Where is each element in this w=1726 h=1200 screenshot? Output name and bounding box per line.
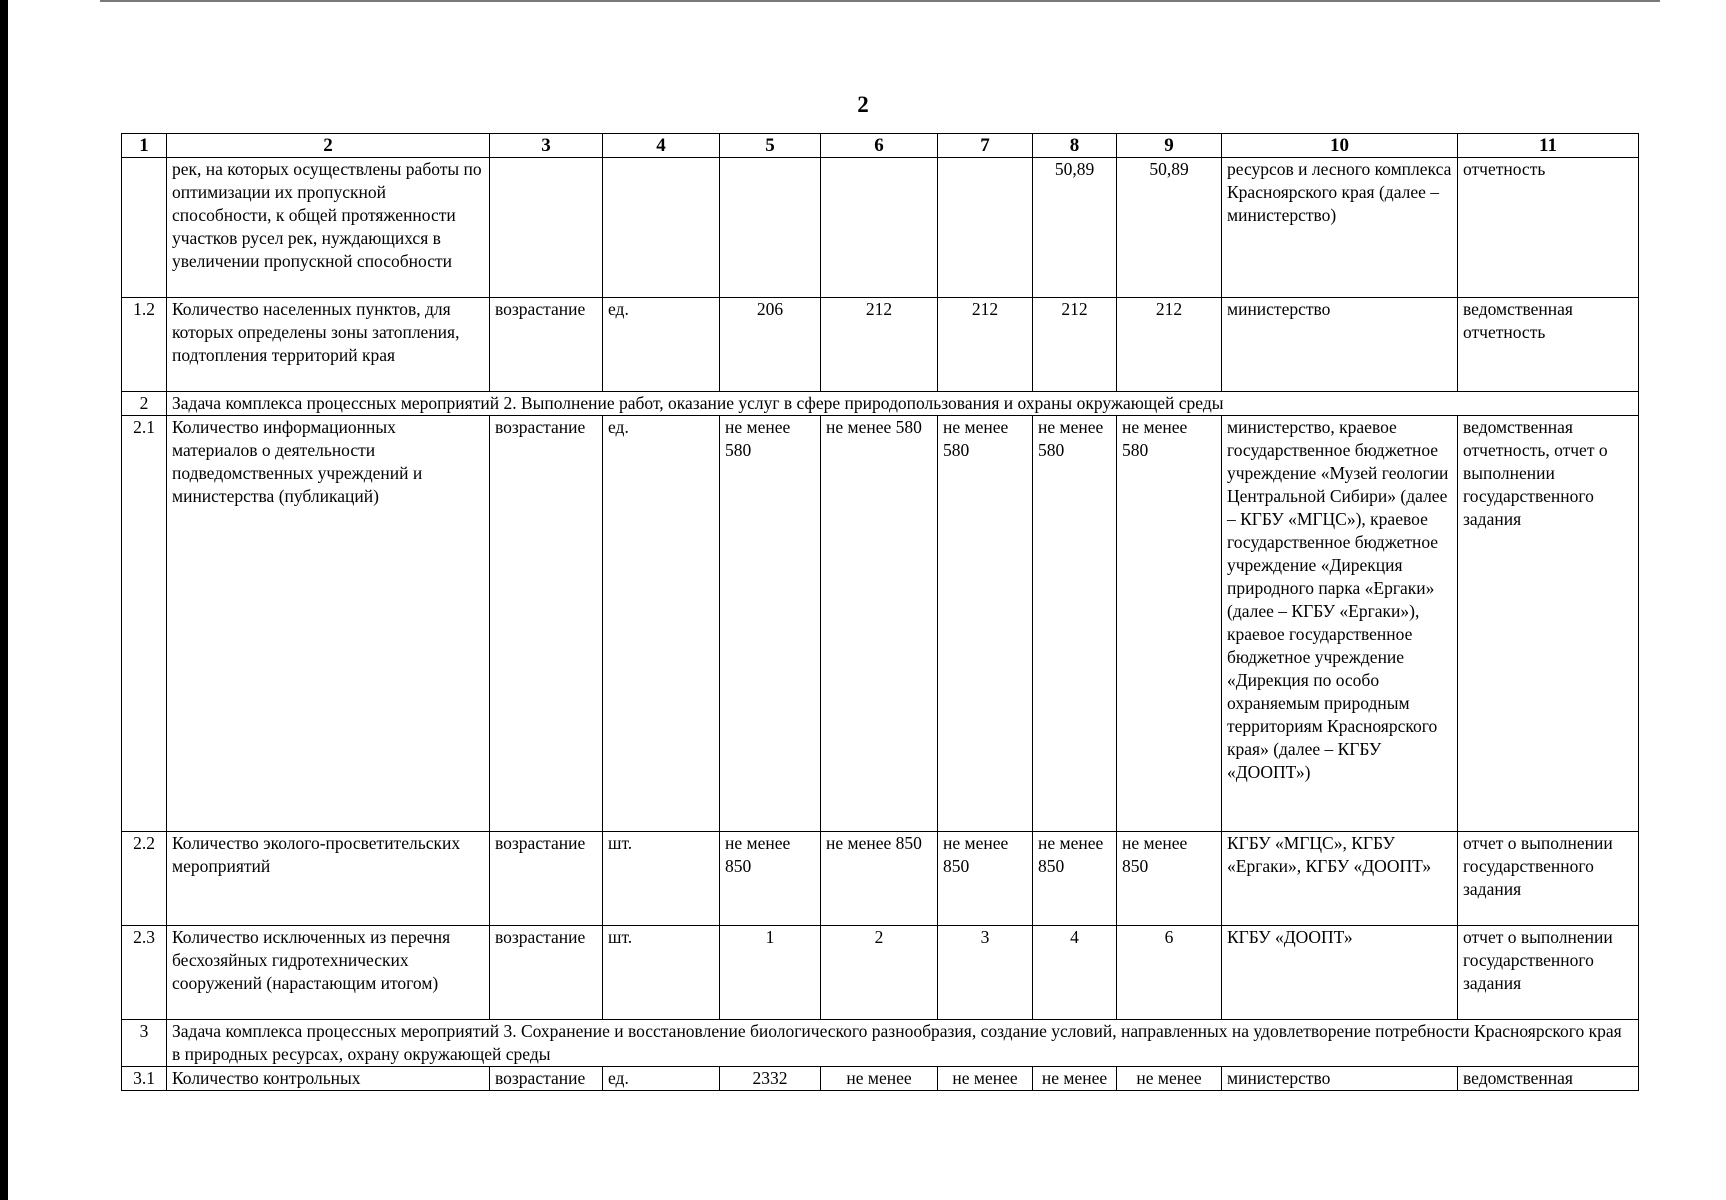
table-row <box>122 832 1639 926</box>
row-number <box>122 158 167 298</box>
value-col9: 50,89 <box>1117 158 1222 298</box>
data-source: ведомственная отчетность, отчет о выполнении государственного задания <box>1458 416 1639 832</box>
value-col5 <box>720 158 821 298</box>
indicator-unit: ед. <box>603 1067 720 1091</box>
value-col7: не менее <box>938 1067 1033 1091</box>
value-col6 <box>821 158 938 298</box>
header-cell: 1 <box>122 134 167 158</box>
indicator-name: рек, на которых осуществлены работы по оптимизации их пропускной способности, к общей протяженности участков русел рек, нуждающихся в увеличении пропускной способности <box>167 158 490 298</box>
header-cell: 6 <box>821 134 938 158</box>
header-cell: 10 <box>1222 134 1458 158</box>
indicator-name: Количество эколого-просветительских мероприятий <box>167 832 490 926</box>
value-col9: 6 <box>1117 926 1222 1020</box>
task-description: Задача комплекса процессных мероприятий 3. Сохранение и восстановление биологического разнообразия, создание условий, направленных на удовлетворение потребности Красноярского края в природных ресурсах, охрану окружающей среды <box>167 1020 1639 1067</box>
table-row <box>122 416 1639 832</box>
value-col9: не менее 850 <box>1117 832 1222 926</box>
indicator-unit: шт. <box>603 832 720 926</box>
value-col7: не менее 850 <box>938 832 1033 926</box>
task-row <box>122 1020 1639 1067</box>
value-col7: 3 <box>938 926 1033 1020</box>
value-col7 <box>938 158 1033 298</box>
value-col8: не менее 580 <box>1033 416 1117 832</box>
executor: министерство <box>1222 298 1458 392</box>
page-number: 2 <box>857 92 869 117</box>
row-number: 2 <box>122 392 167 416</box>
value-col6: не менее <box>821 1067 938 1091</box>
indicators-table <box>121 133 1639 1091</box>
value-col7: 212 <box>938 298 1033 392</box>
indicator-name: Количество контрольных <box>167 1067 490 1091</box>
executor: министерство <box>1222 1067 1458 1091</box>
row-number: 2.3 <box>122 926 167 1020</box>
value-col9: не менее 580 <box>1117 416 1222 832</box>
scan-edge-shadow <box>0 0 8 1200</box>
indicator-trend: возрастание <box>490 832 603 926</box>
data-source: ведомственная отчетность <box>1458 298 1639 392</box>
value-col8: 4 <box>1033 926 1117 1020</box>
value-col8: не менее <box>1033 1067 1117 1091</box>
value-col8: не менее 850 <box>1033 832 1117 926</box>
data-source: ведомственная <box>1458 1067 1639 1091</box>
value-col9: 212 <box>1117 298 1222 392</box>
executor: КГБУ «МГЦС», КГБУ «Ергаки», КГБУ «ДООПТ» <box>1222 832 1458 926</box>
header-cell: 8 <box>1033 134 1117 158</box>
header-cell: 9 <box>1117 134 1222 158</box>
header-cell: 5 <box>720 134 821 158</box>
value-col6: не менее 850 <box>821 832 938 926</box>
value-col6: 212 <box>821 298 938 392</box>
value-col8: 212 <box>1033 298 1117 392</box>
value-col5: 206 <box>720 298 821 392</box>
value-col6: не менее 580 <box>821 416 938 832</box>
value-col7: не менее 580 <box>938 416 1033 832</box>
value-col5: 2332 <box>720 1067 821 1091</box>
row-number: 2.2 <box>122 832 167 926</box>
header-cell: 11 <box>1458 134 1639 158</box>
indicator-trend: возрастание <box>490 926 603 1020</box>
row-number: 3 <box>122 1020 167 1067</box>
row-number: 1.2 <box>122 298 167 392</box>
data-source: отчетность <box>1458 158 1639 298</box>
value-col5: не менее 580 <box>720 416 821 832</box>
value-col5: не менее 850 <box>720 832 821 926</box>
indicator-trend <box>490 158 603 298</box>
header-cell: 7 <box>938 134 1033 158</box>
table-row <box>122 926 1639 1020</box>
indicator-unit <box>603 158 720 298</box>
header-cell: 4 <box>603 134 720 158</box>
executor: КГБУ «ДООПТ» <box>1222 926 1458 1020</box>
indicator-trend: возрастание <box>490 1067 603 1091</box>
indicator-name: Количество населенных пунктов, для которых определены зоны затопления, подтопления территорий края <box>167 298 490 392</box>
executor: министерство, краевое государственное бюджетное учреждение «Музей геологии Центральной Сибири» (далее – КГБУ «МГЦС»), краевое государственное бюджетное учреждение «Дирекция природного парка «Ергаки» (далее – КГБУ «Ергаки»), краевое государственное бюджетное учреждение «Дирекция по особо охраняемым природным территориям Красноярского края» (далее – КГБУ «ДООПТ») <box>1222 416 1458 832</box>
header-row <box>122 134 1639 158</box>
table-row <box>122 158 1639 298</box>
header-cell: 3 <box>490 134 603 158</box>
header-cell: 2 <box>167 134 490 158</box>
data-source: отчет о выполнении государственного задания <box>1458 926 1639 1020</box>
table-row <box>122 1067 1639 1091</box>
indicator-unit: ед. <box>603 416 720 832</box>
task-description: Задача комплекса процессных мероприятий 2. Выполнение работ, оказание услуг в сфере природопользования и охраны окружающей среды <box>167 392 1639 416</box>
scan-top-line <box>100 0 1660 2</box>
executor: ресурсов и лесного комплекса Красноярского края (далее – министерство) <box>1222 158 1458 298</box>
value-col6: 2 <box>821 926 938 1020</box>
row-number: 3.1 <box>122 1067 167 1091</box>
value-col8: 50,89 <box>1033 158 1117 298</box>
row-number: 2.1 <box>122 416 167 832</box>
indicator-trend: возрастание <box>490 298 603 392</box>
indicator-unit: ед. <box>603 298 720 392</box>
indicator-trend: возрастание <box>490 416 603 832</box>
value-col9: не менее <box>1117 1067 1222 1091</box>
table-row <box>122 298 1639 392</box>
indicator-name: Количество исключенных из перечня бесхозяйных гидротехнических сооружений (нарастающим итогом) <box>167 926 490 1020</box>
indicator-unit: шт. <box>603 926 720 1020</box>
indicator-name: Количество информационных материалов о деятельности подведомственных учреждений и министерства (публикаций) <box>167 416 490 832</box>
data-source: отчет о выполнении государственного задания <box>1458 832 1639 926</box>
value-col5: 1 <box>720 926 821 1020</box>
task-row <box>122 392 1639 416</box>
